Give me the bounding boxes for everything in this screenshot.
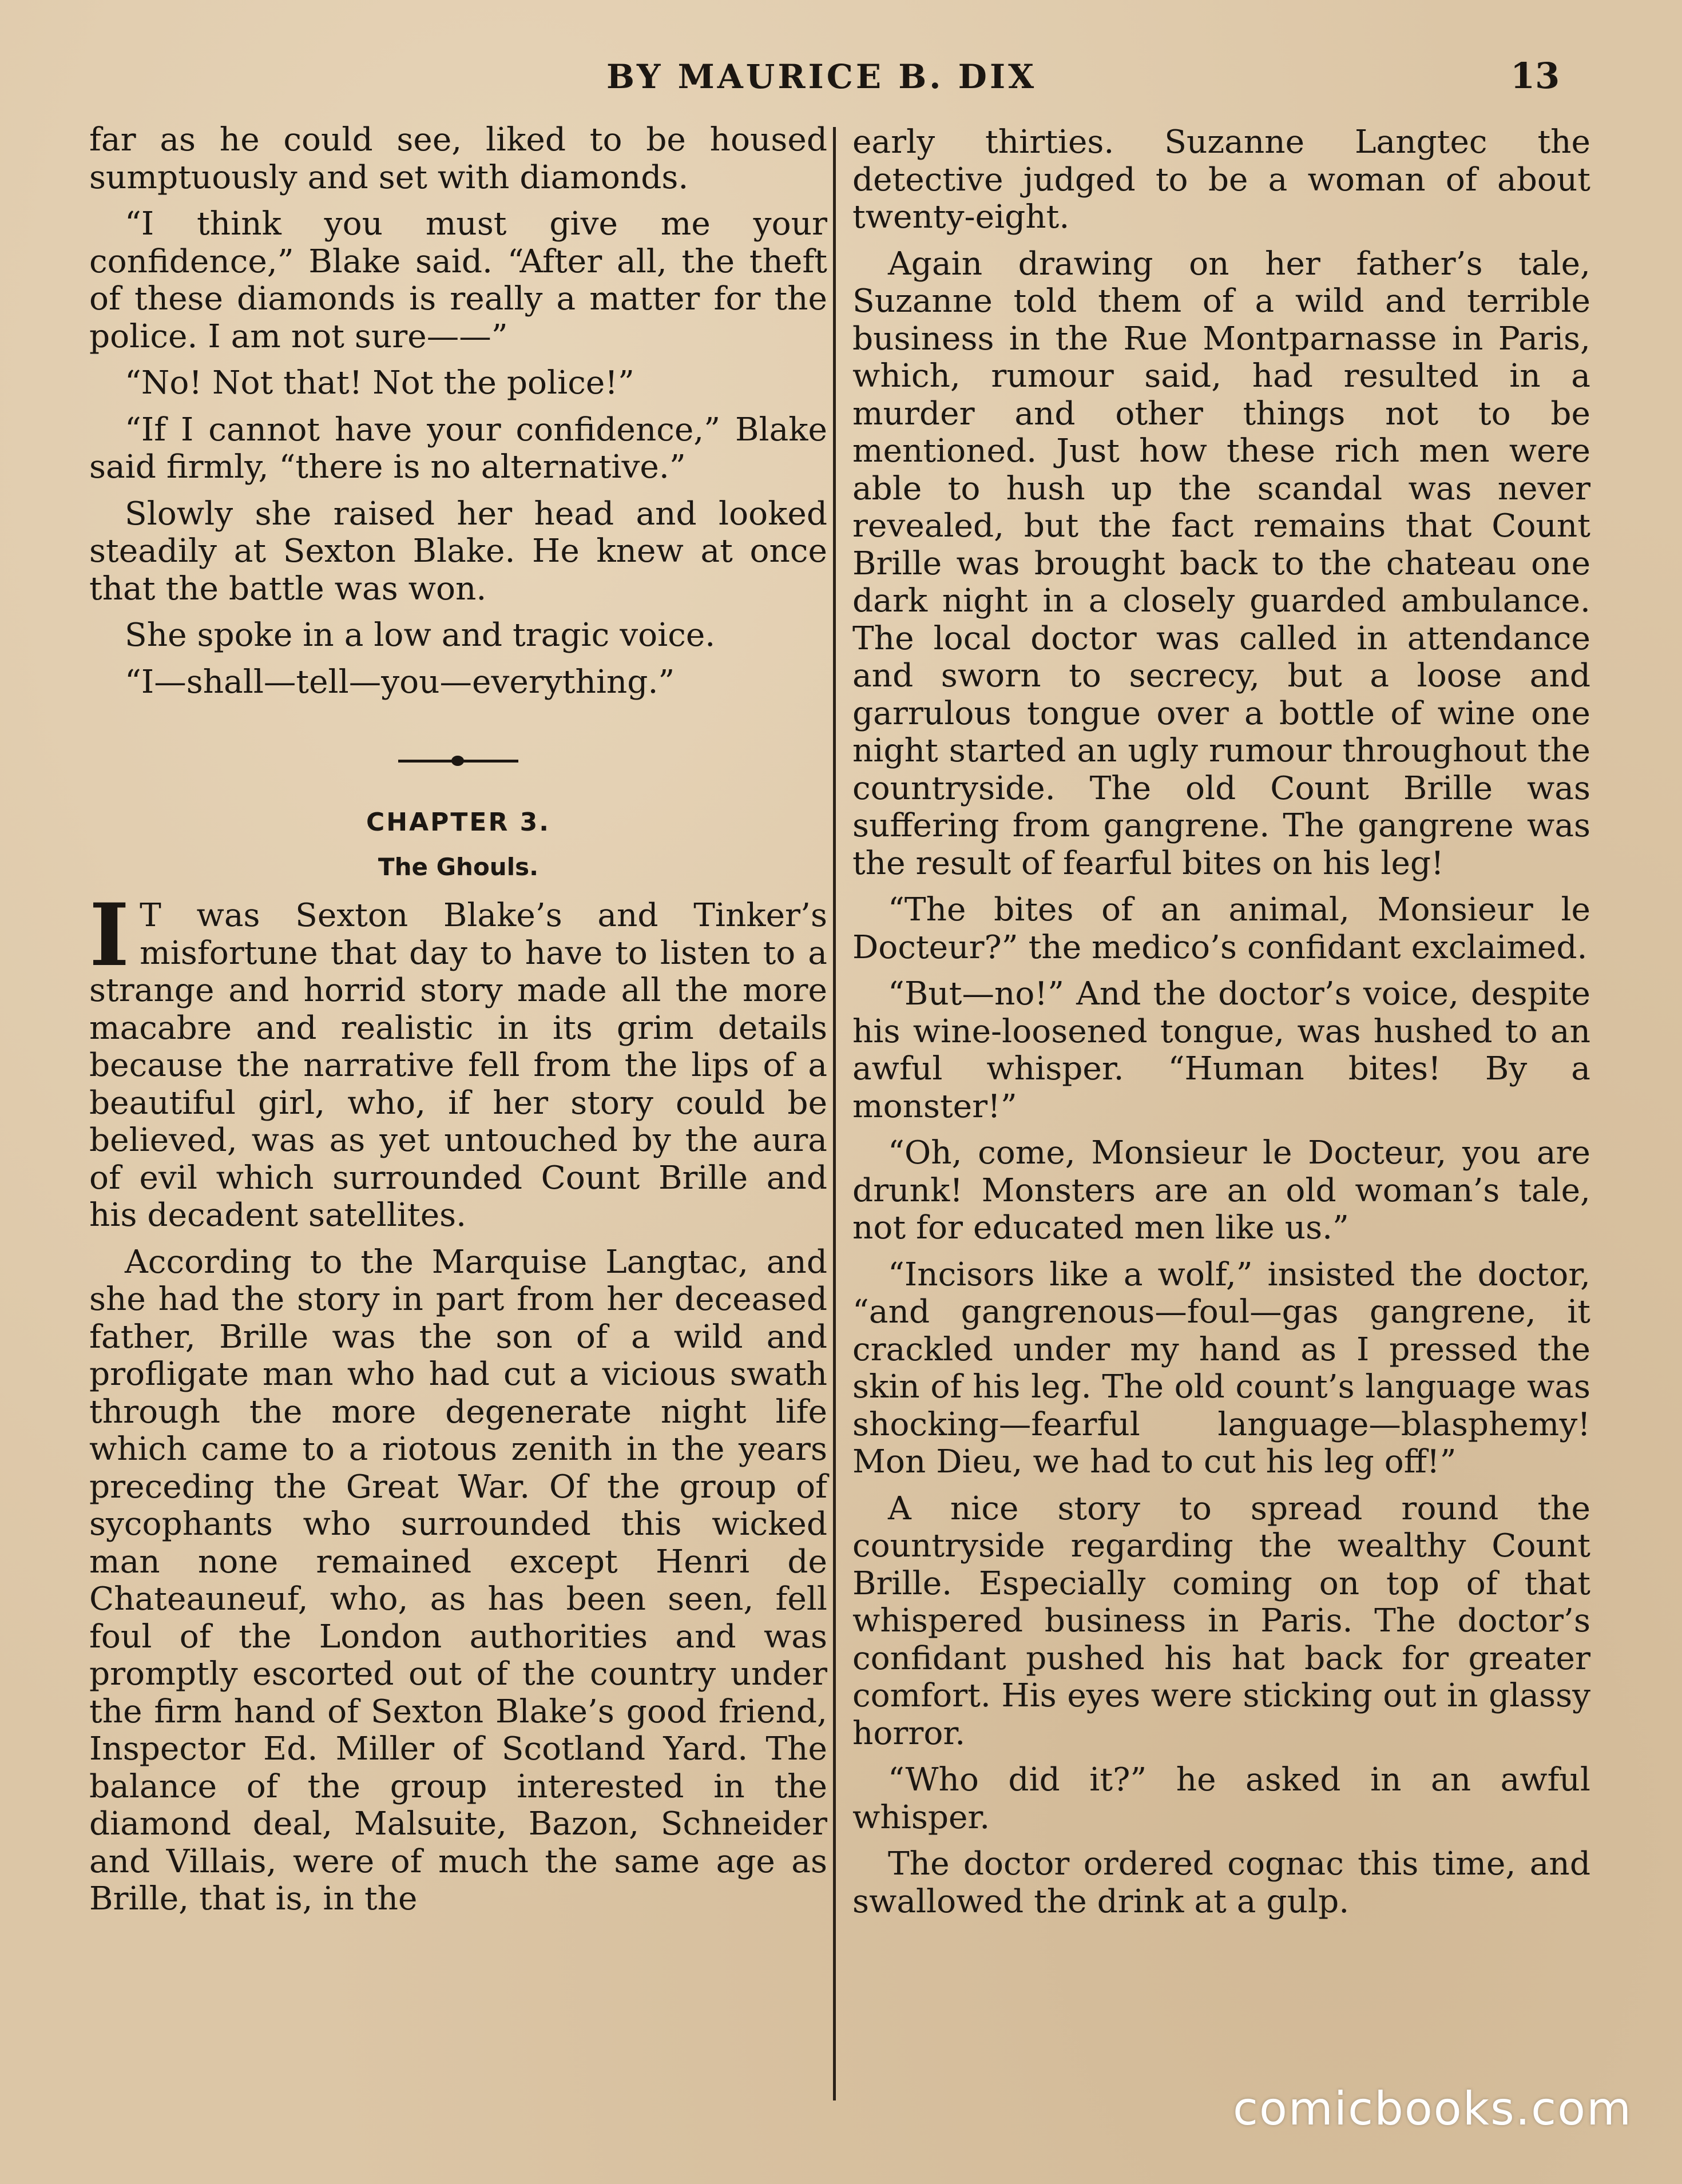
left-column (89, 121, 827, 1927)
paragraph: The doctor ordered cognac this time, and swallowed the drink at a gulp. (852, 1845, 1590, 1920)
paragraph: “No! Not that! Not the police!” (125, 364, 634, 402)
running-head (0, 57, 1682, 103)
ornament-dot (451, 756, 464, 766)
paragraph: A nice story to spread round the countryside regarding the wealthy Count Brille. Especially coming on top of that whispered business in Paris. The doctor’s confidant pushed his hat back for greater comfort. His eyes were sticking out in glassy horror. (852, 1490, 1590, 1752)
drop-cap: I (89, 885, 130, 986)
site-watermark: comicbooks.com (1233, 2082, 1633, 2135)
paragraph: “If I cannot have your confidence,” Blake said firmly, “there is no alternative.” (89, 411, 827, 486)
paragraph: early thirties. Suzanne Langtec the detective judged to be a woman of about twenty-eight. (852, 124, 1590, 236)
paragraph: “I think you must give me your confidence,” Blake said. “After all, the theft of these diamonds is really a matter for the police. I am not sure——” (89, 205, 827, 355)
paragraph: Again drawing on her father’s tale, Suzanne told them of a wild and terrible business in the Rue Montparnasse in Paris, which, rumour said, had resulted in a murder and other things not to be mentioned. Just how these rich men were able to hush up the scandal was never revealed, but the fact remains that Count Brille was brought back to the chateau one dark night in a closely guarded ambulance. The local doctor was called in attendance and sworn to secrecy, but a loose and garrulous tongue over a bottle of wine one night started an ugly rumour throughout the countryside. The old Count Brille was suffering from gangrene. The gangrene was the result of fearful bites on his leg! (852, 245, 1590, 882)
chapter-opening-paragraph (89, 885, 827, 1234)
paragraph: “I—shall—tell—you—everything.” (125, 663, 675, 701)
section-ornament (398, 758, 518, 764)
paragraph: “The bites of an animal, Monsieur le Docteur?” the medico’s confidant exclaimed. (852, 891, 1590, 966)
paragraph: “Incisors like a wolf,” insisted the doctor, “and gangrenous—foul—gas gangrene, it crackled under my hand as I pressed the skin of his leg. The old count’s language was shocking—fearful language—blasphemy! Mon Dieu, we had to cut his leg off!” (852, 1256, 1590, 1480)
paragraph: “Who did it?” he asked in an awful whisper. (852, 1761, 1590, 1836)
running-title: BY MAURICE B. DIX (606, 57, 1037, 96)
paragraph: far as he could see, liked to be housed sumptuously and set with diamonds. (89, 121, 827, 196)
right-column (852, 124, 1590, 1929)
paragraph: Slowly she raised her head and looked steadily at Sexton Blake. He knew at once that the battle was won. (89, 495, 827, 607)
opening-text: T was Sexton Blake’s and Tinker’s misfortune that day to have to listen to a strange and horrid story made all the more macabre and realistic in its grim details because the narrative fell from the lips of a beautiful girl, who, if her story could be believed, was as yet untouched by the aura of evil which surrounded Count Brille and his decadent satellites. (89, 897, 827, 1234)
chapter-title: The Ghouls. (378, 852, 539, 881)
paragraph: According to the Marquise Langtac, and she had the story in part from her deceased father, Brille was the son of a wild and profligate man who had cut a vicious swath through the more degenerate night life which came to a riotous zenith in the years preceding the Great War. Of the group of sycophants who surrounded this wicked man none remained except Henri de Chateauneuf, who, as has been seen, fell foul of the London authorities and was promptly escorted out of the country under the firm hand of Sexton Blake’s good friend, Inspector Ed. Miller of Scotland Yard. The balance of the group interested in the diamond deal, Malsuite, Bazon, Schneider and Villais, were of much the same age as Brille, that is, in the (89, 1243, 827, 1917)
column-divider (833, 127, 836, 2100)
chapter-number: CHAPTER 3. (366, 808, 550, 837)
paragraph: “Oh, come, Monsieur le Docteur, you are drunk! Monsters are an old woman’s tale, not for educated men like us.” (852, 1134, 1590, 1246)
page-number: 13 (1510, 55, 1560, 97)
paragraph: She spoke in a low and tragic voice. (125, 617, 716, 654)
paragraph: “But—no!” And the doctor’s voice, despite his wine-loosened tongue, was hushed to an awful whisper. “Human bites! By a monster!” (852, 975, 1590, 1125)
